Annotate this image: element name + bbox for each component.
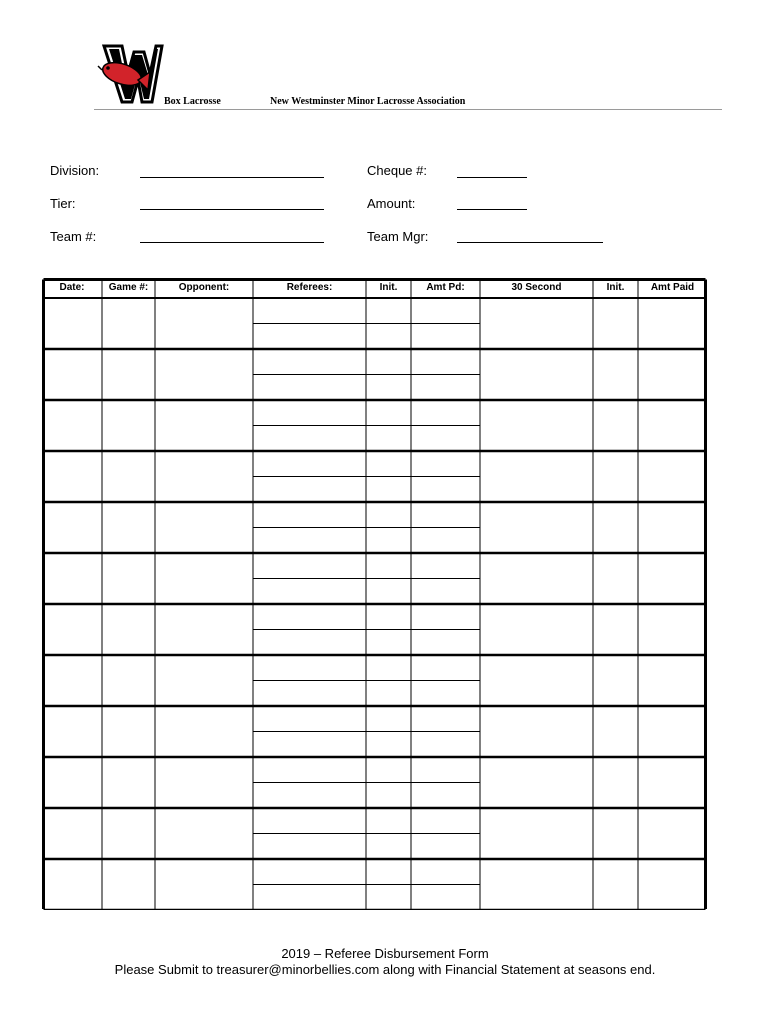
- tier-label: Tier:: [50, 196, 76, 211]
- amount-field[interactable]: [457, 209, 527, 210]
- column-header: Opponent:: [178, 282, 230, 293]
- salmon-w-logo-icon: [94, 44, 164, 106]
- team-number-field[interactable]: [140, 242, 324, 243]
- column-header: Init.: [379, 282, 398, 293]
- column-header: Date:: [59, 282, 85, 293]
- column-header: Amt Pd:: [426, 282, 465, 293]
- table-grid: [42, 278, 707, 910]
- column-header: Referees:: [286, 282, 333, 293]
- column-header: Amt Paid: [650, 282, 695, 293]
- team-manager-label: Team Mgr:: [367, 229, 429, 244]
- column-header: Game #:: [108, 282, 149, 293]
- tier-field[interactable]: [140, 209, 324, 210]
- submit-instruction: Please Submit to treasurer@minorbellies.com along with Financial Statement at seasons end.: [114, 962, 656, 977]
- cheque-label: Cheque #:: [367, 163, 427, 178]
- org-short-name: Box Lacrosse: [164, 96, 221, 107]
- form-title: 2019 – Referee Disbursement Form: [281, 946, 489, 961]
- team-number-label: Team #:: [50, 229, 97, 244]
- column-header: Init.: [606, 282, 625, 293]
- cheque-field[interactable]: [457, 177, 527, 178]
- header-divider: [94, 109, 722, 110]
- association-name: New Westminster Minor Lacrosse Association: [270, 96, 466, 107]
- division-field[interactable]: [140, 177, 324, 178]
- amount-label: Amount:: [367, 196, 416, 211]
- division-label: Division:: [50, 163, 100, 178]
- disbursement-table: [42, 278, 707, 910]
- team-manager-field[interactable]: [457, 242, 603, 243]
- column-header: 30 Second: [511, 282, 562, 293]
